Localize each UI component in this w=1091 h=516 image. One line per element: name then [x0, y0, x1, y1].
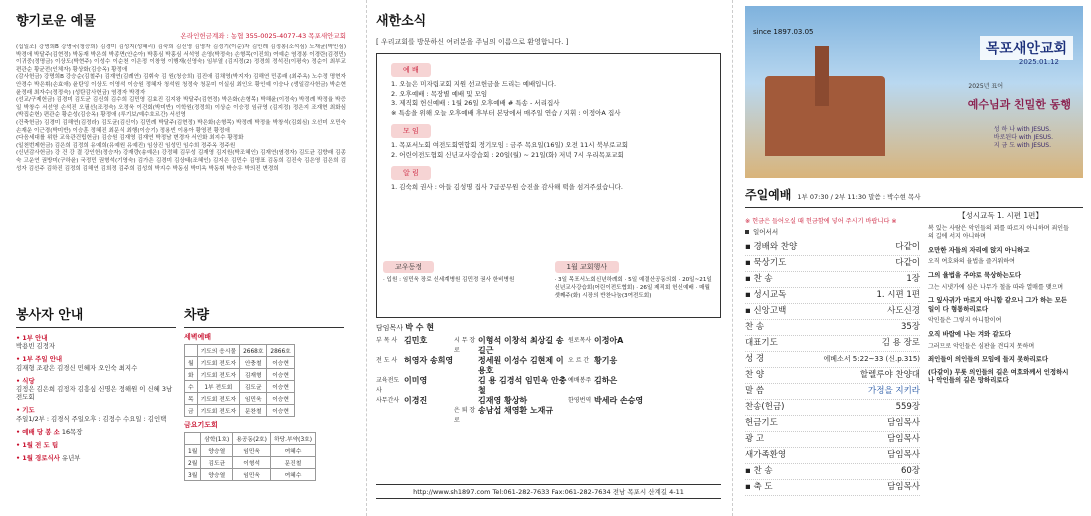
- worship-order: [745, 212, 920, 496]
- founding-date: since 1897.03.05: [753, 28, 814, 36]
- table-row: 2월 김도균 이형석 문진철: [185, 457, 316, 469]
- order-row: ▪ 축 도 담임목사: [745, 480, 920, 496]
- service-item: • 1부 안내 박용빈 김정자: [16, 334, 56, 351]
- worship-header: [745, 186, 1083, 203]
- worship-title: 주일예배: [745, 188, 792, 202]
- offering-line: (선교/구제헌금) 김경미 김도균 김신희 김수희 김민영 김효진 김지왕 박달주(김현정) 박은화(손형목) 박해윤(이정숙) 박정례 박정율 박증일 박창수 서선영 손석진 오필선(조정숙) 오정욱 이건회(박미반) 이학원(정정희) 이상순 이승정 임규영 (김지정) 정은지 조재현 최화심(박집순헌) 편관순 황순성(김승옥) 황정애 (루기보/예수호르간) 서선영: [16, 97, 346, 119]
- service-item: • 기도 주일1/2부 : 김경식 주일오후 : 김정수 수요일 : 김인택: [16, 406, 167, 423]
- offering-line: (건축헌금) 김경미 김해연(김정라) 김도균(김신이) 김민례 박달주(김현정) 박은화(손형목) 박정례 박정율 박창석(김회심) 오선미 오민숙 손재운 이근경(박미반) 이승훈 정혜진 최문식 최행(이승기) 정용빈 이용아 황영전 황정애: [16, 119, 346, 134]
- table-row: 3월 양승열 임민욱 여혜수: [185, 469, 316, 481]
- order-row: 말 씀 가정을 지키라: [745, 384, 920, 400]
- list-item: 2. 어린이전도협회 신년교사강습회 : 20일(월) ~ 21일(화) 저녁 7시 우리목포교회: [391, 150, 624, 159]
- list-item: 1. 김숙희 권사 : 아들 김성명 집사 7급공무원 승진을 감사해 떡을 섬겨주셨습니다.: [391, 183, 623, 191]
- reading-line: 악인들은 그렇지 아니함이여: [928, 317, 1002, 325]
- order-row: 헌금기도 담임목사: [745, 416, 920, 432]
- list-item: 1. 목포서노회 여전도회연합회 정기모임 : 금주 목요일(16일) 오전 11시 북부로교회: [391, 141, 628, 149]
- reading-line: (다같이) 무릇 의인들의 길은 여호와께서 인정하시나 악인들의 길은 망하리로다: [928, 367, 1069, 385]
- reading-line: 오만한 자들의 자리에 앉지 아니하고: [928, 245, 1030, 254]
- service-title: 봉사자 안내: [16, 308, 84, 323]
- service-item: • 예배 당 봉 소 16목장: [16, 427, 83, 436]
- section-notice: 알 림: [391, 166, 431, 180]
- news-title: 새한소식: [376, 14, 427, 29]
- reading-line: 그는 시냇가에 심은 나무가 철을 따라 열매를 맺으며: [928, 283, 1064, 291]
- bullet-icon: [745, 230, 749, 234]
- order-row: 성 경 에베소서 5:22~33 (신.p.315): [745, 352, 920, 368]
- poem-title: 향기로운 예물: [16, 14, 96, 29]
- order-row: ▪ 찬 송 60장: [745, 464, 920, 480]
- page-divider: [366, 0, 367, 516]
- pastor-title: 담임목사 박 수 현: [376, 322, 435, 332]
- car-section: [184, 304, 344, 481]
- order-row: 새가족환영 담임목사: [745, 448, 920, 464]
- offering-note: ※ 헌금은 들어오실 때 헌금함에 넣어 주시기 바랍니다 ※: [745, 218, 897, 225]
- church-tower-icon: [815, 46, 829, 106]
- reading-line: 그러므로 악인들은 심판을 견디지 못하며: [928, 342, 1035, 350]
- car-title: 차량: [184, 308, 210, 323]
- panel-offerings: [0, 0, 362, 516]
- friday-car-table: 삼학(1호) 용공동(2호) 하당.부약(3호) 1월 양승열 임민욱 여혜수 2월 김도균 이형석 문진철 3월 양승열 임민욱 여혜수: [184, 432, 316, 481]
- offering-line: (감사헌금) 강명희B 강승순(김철주) 김재연(김례연) 김휘숙 김 원(청승희) 김진애 김채영(박지자) 김해연 민종래 (최주옥) 노수정 명현자 안경수 박은휘(손효애) 윤탄잉 이상도 이영석 이승원 정혜자 청석원 청정숙 청문미 이실심 최인오 황인예 이승나 (생일감사헌금) 박순현 윤정래 최자수(정정숙) (성탄감사헌금) 염경자 박경자: [16, 74, 346, 96]
- table-row: 목 기도회 전도자 임민욱 이승현: [185, 393, 295, 405]
- staff-list: 부 목 사 김민호 시 무 장 로 이형석 이창석 최상길 송길근 원로목사 이정아A 전 도 사 허영자 송희영 정세원 이성수 김현제 이용호 오 르 간 황기응 교육전도사 이미영 김 용 김경석 임민욱 안충철 예배봉주 김하은 사무간사 이경진 김재영 황상하 한영번역 박세라 손승영 은 퇴 장 로 송남섭 채영환 노재규: [376, 335, 644, 424]
- section-meeting: 모 임: [391, 124, 431, 138]
- order-row: 광 고 담임목사: [745, 432, 920, 448]
- news-box: [376, 53, 721, 318]
- dawn-car-table: 기도의 응시물 2668호 2866호 월 기도회 전도자 안충철 이승현 화 기도회 전도자 김재형 이승현 수 1부 전도회 김도균 이승현 목 기도회 전도자 임민욱 이승현 금 기도회 전도자 문찬철 이승현: [184, 344, 295, 417]
- rise-label: 일어서서: [745, 227, 920, 236]
- offering-account: 온라인헌금계좌 : 농협 355-0025-4077-43 목포새안교회: [180, 32, 346, 40]
- reading-title: 【성시교독 1. 시편 1편】: [958, 211, 1043, 220]
- cover-image: [745, 6, 1083, 178]
- panel-news: [370, 0, 727, 516]
- order-row: 찬송(헌금) 559장: [745, 400, 920, 416]
- table-row: 화 기도회 전도자 김재형 이승현: [185, 369, 295, 381]
- january-events: 1월 교회행사 · 3일 목포서노회신년하례회 · 5일 예결산공동의회 · 20일~21일 신년교사강습회(어린이전도협회) · 26일 제직회 헌신예배 · 매월 셋째주(화) 시장의 반찬나눔(3여전도회): [554, 262, 712, 299]
- slogan-year: 2025년 표어: [968, 83, 1003, 90]
- service-item: • 1부 주일 안내 김재형 조광은 김경신 민혜자 오인숙 최지수: [16, 355, 138, 372]
- news-intro: [ 우리교회를 방문하신 여러분을 주님의 이름으로 환영합니다. ]: [376, 38, 569, 46]
- dawn-car-title: 세벽예배: [184, 333, 212, 341]
- order-row: ▪ 찬 송 1장: [745, 272, 920, 288]
- reading-line: 오직 바람에 나는 겨와 같도다: [928, 329, 1011, 338]
- list-item: 3. 제직회 헌신예배 : 1월 26일 오후예배 # 특송 - 서리집사: [391, 99, 560, 107]
- table-row: 1월 양승열 임민욱 여혜수: [185, 445, 316, 457]
- order-row: ▪ 경배와 찬양 다같이: [745, 240, 920, 256]
- service-item: • 식당 김정은 김은희 김정자 김흥심 신명은 정해원 이 신혜 3남전도회: [16, 376, 173, 402]
- offering-line: (다음세대를 위한 교육관건립헌금) 김승원 김재영 김재연 박정남 변경자 서인화 최지수 황정화: [16, 135, 244, 142]
- order-row: 찬 양 할렐루야 찬양대: [745, 368, 920, 384]
- list-item: 1. 오늘은 미자립교회 지원 선교헌금을 드리는 예배입니다.: [391, 80, 557, 88]
- list-item: ※ 특송을 위해 오늘 오후예배 후부터 본당에서 매주일 연습 / 지휘 : 이정아A 집사: [391, 108, 621, 117]
- service-item: • 1월 경로식사 유년부: [16, 454, 81, 463]
- order-row: ▪ 성시교독 1. 시편 1편: [745, 288, 920, 304]
- offering-line: (일천번제헌금) 김은희 김정희 유예희(유예원 유예진) 임상진 임성민 임수희 정주옥 정주원: [16, 142, 236, 149]
- table-row: 월 기도회 전도자 안충철 이승현: [185, 357, 295, 369]
- page-divider: [732, 0, 733, 516]
- slogan-lines: 성 하 나 with JESUS. 바로된다 with JESUS. 지 금 도 with JESUS.: [993, 126, 1053, 149]
- worship-times: 1부 07:30 / 2부 11:30 말씀 : 박수현 목사: [797, 193, 921, 201]
- order-row: ▪ 묵상기도 다같이: [745, 256, 920, 272]
- list-item: 2. 오후예배 : 목장별 예배 및 모임: [391, 89, 488, 98]
- reading-line: 그의 율법을 주야로 묵상하는도다: [928, 270, 1022, 279]
- offering-line: (신년감사헌금) 강 건 강 결 강인헌(정승자) 강재량(송예은) 강정혜 김무성 김재영 김지원(박조혜인) 김재연(염경자) 김도균 김향래 김종숙 고운연 권방미(구하윤) 국정민 권형석(기영숙) 김가은 김경미 김상태(조혜인) 김지은 김민수 김명표 김동희 김진숙 김은영 김은희 김성자 김선주 김하진 김정희 김해연 김희정 김주희 김성희 박지수 박동심 박미옥 박동휘 박승우 박의진 변경희: [16, 150, 346, 172]
- order-row: 대표기도 김 용 장로: [745, 336, 920, 352]
- church-contact: http://www.sh1897.com Tel:061-282-7633 Fax:061-282-7634 전남 목포시 산계길 4-11: [376, 484, 721, 499]
- table-row: 금 기도회 전도자 문찬철 이승현: [185, 405, 295, 417]
- offering-line: (십일조) 강명희B 강명국(청승희) 김경미 김성지(성혜리) 김숙희 김신영 김영자 김정기(이순)자 김인례 김정봉(소석심) 노재균(박인심) 박경애 박달주(김현정) 박동재 박은희 박종면(안순아) 박흥심 박홍심 서석영 손영(박정숙) 손형목(이진희) 여예순 염경봉 이경란(김경민) 이귀중(정명금) 이상도(박현주) 이성수 이순천 이은정 이창영 이행재(신영숙) 임부열 (김지정(2) 정경희 정석진(이평숙) 정순이 최부교 편관순 황균전(인체자) 황상화(김승옥) 황정애: [16, 44, 346, 73]
- church-name: 목포새안교회: [980, 36, 1073, 60]
- slogan: 예수님과 친밀한 동행: [967, 98, 1071, 111]
- offering-list: [16, 44, 346, 300]
- order-row: ▪ 신앙고백 사도신경: [745, 304, 920, 320]
- responsive-reading: [928, 212, 1073, 496]
- table-row: 수 1부 전도회 김도균 이승현: [185, 381, 295, 393]
- member-news: 교우동정 · 입원 : 임민욱 장로 신세계병원 김민정 권사 한비병원: [383, 262, 515, 283]
- friday-car-title: 금요기도회: [184, 421, 218, 429]
- reading-line: 오직 여호와의 율법을 즐거워하여: [928, 258, 1015, 266]
- order-row: 찬 송 35장: [745, 320, 920, 336]
- bulletin-date: 2025.01.12: [1018, 58, 1059, 66]
- section-worship: 예 배: [391, 63, 431, 77]
- reading-line: 그 잎사귀가 마르지 아니함 같으니 그가 하는 모든 일이 다 형통하리로다: [928, 296, 1068, 313]
- service-item: • 1월 전 도 팀: [16, 441, 59, 450]
- reading-line: 죄인들이 의인들의 모임에 들지 못하리로다: [928, 355, 1049, 364]
- reading-line: 복 있는 사람은 악인들의 꾀를 따르지 아니하며 죄인들의 길에 서지 아니하며: [928, 224, 1069, 241]
- service-section: [16, 304, 176, 481]
- panel-worship: [737, 0, 1091, 516]
